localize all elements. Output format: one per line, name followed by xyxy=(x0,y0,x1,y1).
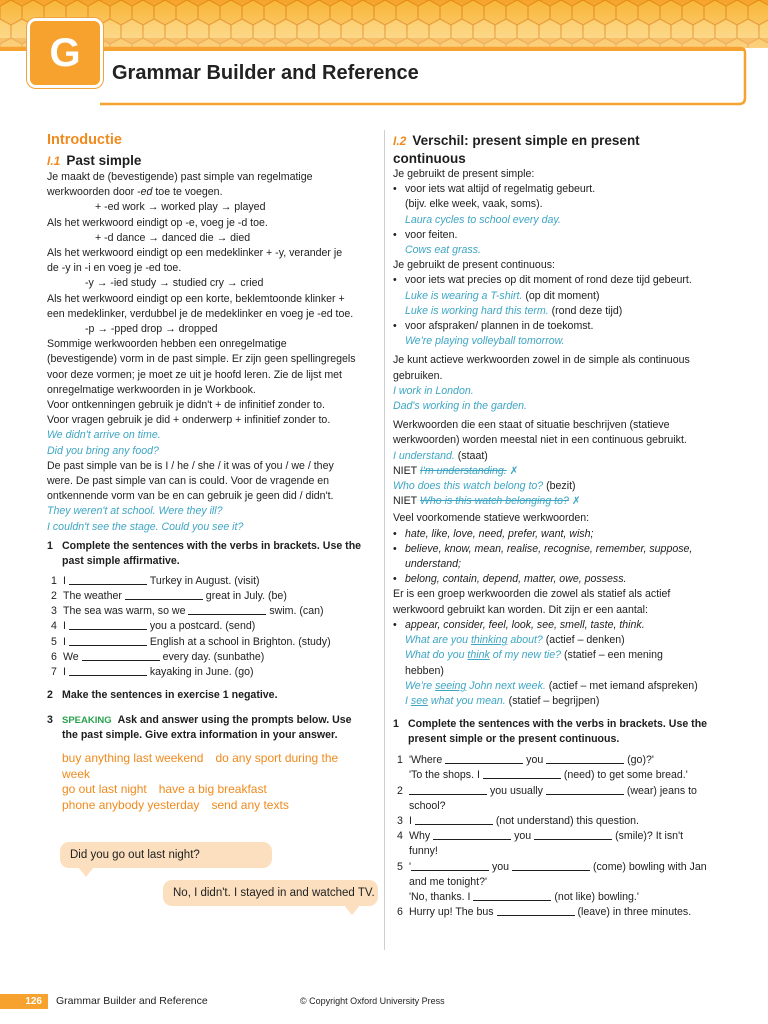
exercise-item: 4 I you a postcard. (send) xyxy=(51,620,256,633)
answer-blank[interactable] xyxy=(512,860,590,871)
paragraph: Sommige werkwoorden hebben een onregelmatige xyxy=(47,338,287,351)
answer-blank[interactable] xyxy=(546,753,624,764)
example-line: NIET I'm understanding. ✗ xyxy=(393,464,519,477)
paragraph: onregelmatige werkwoorden in je Workbook. xyxy=(47,383,256,396)
exercise-item: 3 I (not understand) this question. xyxy=(397,814,639,827)
speaking-label: SPEAKING xyxy=(62,715,112,727)
exercise-1-instruction: 1 Complete the sentences with the verbs in brackets. Use the present simple or the present continuous. xyxy=(393,718,708,746)
rule-example: -y → -ied study → studied cry → cried xyxy=(85,277,264,290)
bullet-item: • belong, contain, depend, matter, owe, possess. xyxy=(393,573,627,586)
rule-example: + -d dance → danced die → died xyxy=(95,231,251,244)
bullet-item: • appear, consider, feel, look, see, smell, taste, think. What are you thinking about? (actief – denken) What do you think of my new tie? (statief – een mening hebben) We're seeing John next week. (actief – met iemand afspreken) I see what you mean. (statief – begrijpen) xyxy=(393,618,698,707)
answer-blank[interactable] xyxy=(483,768,561,779)
page-title: Grammar Builder and Reference xyxy=(112,62,419,84)
example-sentence: We didn't arrive on time. xyxy=(47,429,161,442)
exercise-item: 1 I Turkey in August. (visit) xyxy=(51,574,260,587)
answer-blank[interactable] xyxy=(411,860,489,871)
prompt: go out last night xyxy=(62,782,147,797)
paragraph: een medeklinker, verdubbel je de medeklinker en voeg je -ed toe. xyxy=(47,307,354,320)
exercise-item: 1 'Where you (go)?' xyxy=(397,754,654,767)
exercise-item: 6 We every day. (sunbathe) xyxy=(51,650,265,663)
paragraph: voor deze vormen; je moet ze uit je hoofd leren. Zie de lijst met xyxy=(47,368,343,381)
column-divider xyxy=(384,130,385,950)
example-sentence: I work in London. xyxy=(393,384,474,397)
exercise-item: 4 Why you (smile)? It isn't xyxy=(397,830,684,843)
bullet-item: • believe, know, mean, realise, recognise, remember, suppose, understand; xyxy=(393,542,693,571)
prompt: do any sport during the week xyxy=(62,751,339,781)
answer-blank[interactable] xyxy=(497,905,575,916)
paragraph: Als het werkwoord eindigt op -e, voeg je -d toe. xyxy=(47,216,268,229)
section-number: I.2 xyxy=(393,134,407,148)
paragraph: Als het werkwoord eindigt op een medeklinker + -y, verander je xyxy=(47,247,343,260)
answer-blank[interactable] xyxy=(473,890,551,901)
speech-bubble-answer: No, I didn't. I stayed in and watched TV. xyxy=(163,880,378,906)
paragraph: Je kunt actieve werkwoorden zowel in de simple als continuous xyxy=(393,354,690,367)
paragraph: de -y in -i en voeg je -ed toe. xyxy=(47,262,182,275)
prompt: buy anything last weekend xyxy=(62,751,204,766)
intro-heading: Introductie xyxy=(47,132,122,148)
exercise-item: 2 The weather great in July. (be) xyxy=(51,590,287,603)
exercise-1-items xyxy=(47,574,379,680)
exercise-item: 7 I kayaking in June. (go) xyxy=(51,666,254,679)
paragraph: ontkennende vorm van be en can gebruik je geen did / didn't. xyxy=(47,490,334,503)
answer-blank[interactable] xyxy=(534,829,612,840)
bullet-item: • voor iets wat precies op dit moment of rond deze tijd gebeurt. Luke is wearing a T-shirt. (op dit moment) Luke is working hard this term. (rond deze tijd) xyxy=(393,274,692,317)
paragraph: Er is een groep werkwoorden die zowel als statief als actief xyxy=(393,588,671,601)
exercise-item: and me tonight?' xyxy=(409,875,487,888)
left-column xyxy=(47,130,379,813)
answer-blank[interactable] xyxy=(69,665,147,676)
paragraph: Voor ontkenningen gebruik je didn't + de infinitief zonder to. xyxy=(47,399,325,412)
exercise-item: 2 you usually (wear) jeans to xyxy=(397,784,697,797)
paragraph: Voor vragen gebruik je did + onderwerp + infinitief zonder to. xyxy=(47,414,331,427)
section-heading-present: I.2 Verschil: present simple en present continuous xyxy=(393,133,640,166)
example-sentence: Did you bring any food? xyxy=(47,444,159,457)
paragraph: Je maakt de (bevestigende) past simple van regelmatige xyxy=(47,171,313,183)
exercise-1-instruction: 1 Complete the sentences with the verbs in brackets. Use the past simple affirmative. xyxy=(47,539,362,567)
rule-example: -p → -pped drop → dropped xyxy=(85,323,218,336)
example-sentence: They weren't at school. Were they ill? xyxy=(47,505,223,518)
exercise-item: 'To the shops. I (need) to get some bread.' xyxy=(409,769,688,782)
section-heading-past-simple xyxy=(47,152,379,170)
paragraph: Werkwoorden die een staat of situatie beschrijven (statieve xyxy=(393,419,670,432)
exercise-item: 5 ' you (come) bowling with Jan xyxy=(397,860,707,873)
paragraph: werkwoord gebruikt kan worden. Dit zijn er een aantal: xyxy=(393,603,648,616)
answer-blank[interactable] xyxy=(415,814,493,825)
answer-blank[interactable] xyxy=(188,604,266,615)
right-column xyxy=(393,130,728,920)
paragraph: Als het werkwoord eindigt op een korte, beklemtoonde klinker + xyxy=(47,292,345,305)
exercise-item: school? xyxy=(409,799,446,812)
example-line: Who does this watch belong to? (bezit) xyxy=(393,480,576,493)
footer-title: Grammar Builder and Reference xyxy=(56,995,208,1007)
bullet-item: • voor feiten. Cows eat grass. xyxy=(393,228,481,257)
answer-blank[interactable] xyxy=(433,829,511,840)
exercise-item: 3 The sea was warm, so we swim. (can) xyxy=(51,605,324,618)
exercise-2-instruction: 2 Make the sentences in exercise 1 negative. xyxy=(47,689,278,702)
copyright-notice: © Copyright Oxford University Press xyxy=(300,996,445,1006)
exercise-item: 'No, thanks. I (not like) bowling.' xyxy=(409,890,639,903)
exercise-right-items xyxy=(393,753,728,920)
answer-blank[interactable] xyxy=(69,635,147,646)
prompt: send any texts xyxy=(211,797,289,812)
example-line: NIET Who is this watch belonging to? ✗ xyxy=(393,495,581,508)
prompt: phone anybody yesterday xyxy=(62,797,200,812)
prompt: have a big breakfast xyxy=(158,782,267,797)
speaking-prompts xyxy=(47,751,379,813)
bullet-item: • voor iets wat altijd of regelmatig gebeurt. (bijv. elke week, vaak, soms). Laura cycles to school every day. xyxy=(393,183,596,226)
example-sentence: Dad's working in the garden. xyxy=(393,400,527,413)
paragraph: werkwoorden door -ed toe te voegen. xyxy=(47,186,223,199)
answer-blank[interactable] xyxy=(409,784,487,795)
answer-blank[interactable] xyxy=(69,574,147,585)
section-number: I.1 xyxy=(47,154,61,168)
speech-bubble-question: Did you go out last night? xyxy=(60,842,272,868)
bullet-item: • hate, like, love, need, prefer, want, wish; xyxy=(393,527,594,540)
answer-blank[interactable] xyxy=(546,784,624,795)
paragraph: Veel voorkomende statieve werkwoorden: xyxy=(393,512,590,525)
page-footer xyxy=(0,994,768,1012)
page-number: 126 xyxy=(0,994,48,1009)
answer-blank[interactable] xyxy=(445,753,523,764)
paragraph: De past simple van be is I / he / she / it was of you / we / they xyxy=(47,459,334,472)
example-line: I understand. (staat) xyxy=(393,449,488,462)
answer-blank[interactable] xyxy=(82,650,160,661)
honeycomb-banner xyxy=(0,0,768,110)
example-sentence: I couldn't see the stage. Could you see it? xyxy=(47,520,244,533)
paragraph: (bevestigende) vorm in de past simple. Er zijn geen spellingregels xyxy=(47,353,356,366)
section-badge: G xyxy=(27,18,103,88)
paragraph: were. De past simple van can is could. Voor de vragende en xyxy=(47,475,330,488)
paragraph: werkwoorden) worden meestal niet in een continuous gebruikt. xyxy=(393,434,687,447)
paragraph: gebruiken. xyxy=(393,369,443,382)
paragraph: Je gebruikt de present continuous: xyxy=(393,259,555,272)
exercise-item: 5 I English at a school in Brighton. (study) xyxy=(51,635,331,648)
section-title: Past simple xyxy=(66,153,142,168)
answer-blank[interactable] xyxy=(125,589,203,600)
exercise-item: funny! xyxy=(409,845,438,858)
exercise-3-instruction: 3 SPEAKING Ask and answer using the prompts below. Use the past simple. Give extra information in your answer. xyxy=(47,714,352,742)
exercise-item: 6 Hurry up! The bus (leave) in three minutes. xyxy=(397,906,692,919)
paragraph: Je gebruikt de present simple: xyxy=(393,168,535,180)
page-header xyxy=(0,0,768,110)
bullet-item: • voor afspraken/ plannen in de toekomst. We're playing volleyball tomorrow. xyxy=(393,320,594,348)
rule-example: + -ed work → worked play → played xyxy=(95,201,266,214)
answer-blank[interactable] xyxy=(69,619,147,630)
